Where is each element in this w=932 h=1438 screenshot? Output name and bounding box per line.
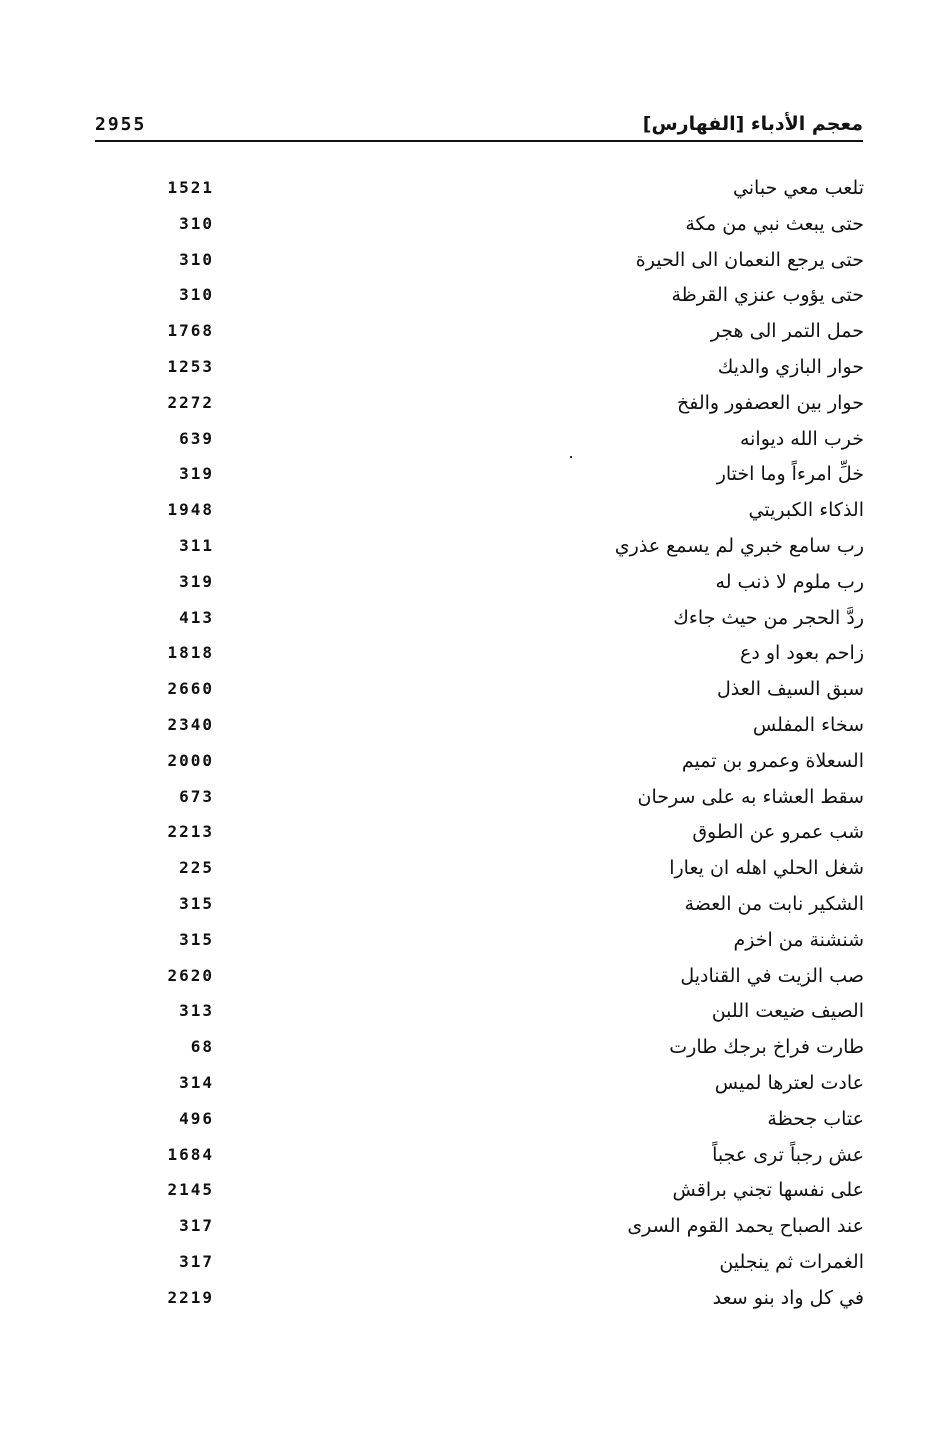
index-entry-text: ردَّ الحجر من حيث جاءك: [673, 606, 864, 629]
index-entry-page: 2213: [167, 822, 214, 842]
index-row: [150, 743, 864, 779]
running-title: معجم الأدباء [الفهارس]: [642, 113, 863, 135]
index-row: [150, 564, 864, 600]
index-row: [150, 1208, 864, 1244]
index-entry-text: في كل واد بنو سعد: [712, 1286, 864, 1309]
index-entry-page: 313: [179, 1001, 214, 1021]
index-entry-text: رب ملوم لا ذنب له: [715, 570, 864, 593]
index-entry-text: الغمرات ثم ينجلين: [719, 1250, 864, 1273]
index-entry-page: 225: [179, 858, 214, 878]
index-entry-page: 68: [190, 1037, 214, 1057]
index-entry-page: 310: [179, 285, 214, 305]
index-entry-page: 2660: [167, 679, 214, 699]
index-row: [150, 277, 864, 313]
index-entry-page: 1768: [167, 321, 214, 341]
index-entry-page: 319: [179, 571, 214, 591]
index-entry-text: زاحم بعود او دع: [740, 642, 864, 665]
index-entry-text: سخاء المفلس: [752, 713, 864, 736]
index-entry-text: الذكاء الكبريتي: [748, 499, 864, 522]
index-row: [150, 1065, 864, 1101]
index-entry-page: 1253: [167, 356, 214, 376]
index-row: [150, 779, 864, 815]
index-entry-text: تلعب معي حباني: [732, 177, 864, 199]
index-row: [150, 886, 864, 922]
index-entry-text: حوار البازي والديك: [717, 355, 864, 378]
index-row: [150, 600, 864, 636]
index-entry-text: شب عمرو عن الطوق: [692, 821, 864, 844]
index-entry-page: 2340: [167, 714, 214, 734]
index-row: [150, 1101, 864, 1137]
index-row: [150, 1280, 864, 1316]
index-row: [150, 1172, 864, 1208]
index-entry-page: 317: [179, 1216, 214, 1236]
index-row: [150, 313, 864, 349]
index-row: [150, 385, 864, 421]
index-entry-page: 1948: [167, 500, 214, 520]
index-row: [150, 421, 864, 457]
index-entry-text: شغل الحلي اهله ان يعارا: [669, 857, 864, 880]
index-entry-text: صب الزيت في القناديل: [680, 964, 864, 987]
index-row: [150, 993, 864, 1029]
index-entry-page: 314: [179, 1072, 214, 1092]
index-entry-text: حوار بين العصفور والفخ: [676, 391, 864, 414]
index-entry-page: 2000: [167, 750, 214, 770]
index-list: [150, 170, 864, 1316]
index-entry-text: عادت لعترها لميس: [714, 1071, 864, 1094]
index-row: [150, 1244, 864, 1280]
index-entry-text: على نفسها تجني براقش: [672, 1179, 864, 1202]
index-entry-text: السعلاة وعمرو بن تميم: [681, 749, 864, 772]
index-row: [150, 349, 864, 385]
index-entry-page: 310: [179, 213, 214, 233]
index-entry-page: 2219: [167, 1287, 214, 1307]
index-row: [150, 528, 864, 564]
index-row: [150, 206, 864, 242]
index-row: [150, 1137, 864, 1173]
index-entry-text: حتى يبعث نبي من مكة: [685, 212, 864, 235]
index-entry-text: الصيف ضيعت اللبن: [711, 1000, 864, 1023]
index-entry-page: 2145: [167, 1180, 214, 1200]
index-entry-text: عتاب جحظة: [767, 1107, 864, 1130]
index-row: [150, 922, 864, 958]
index-entry-text: سقط العشاء به على سرحان: [637, 785, 864, 808]
index-row: [150, 707, 864, 743]
index-entry-page: 496: [179, 1108, 214, 1128]
index-row: [150, 170, 864, 206]
index-entry-page: 639: [179, 428, 214, 448]
index-row: [150, 456, 864, 492]
index-entry-text: طارت فراخ برجك طارت: [669, 1036, 864, 1059]
index-entry-page: 311: [179, 535, 214, 555]
index-entry-text: سبق السيف العذل: [716, 678, 864, 701]
page-header: [95, 108, 863, 144]
index-row: [150, 242, 864, 278]
index-entry-page: 1521: [167, 178, 214, 197]
index-entry-page: 413: [179, 607, 214, 627]
index-entry-text: الشكير نابت من العضة: [684, 892, 864, 915]
index-entry-page: 317: [179, 1251, 214, 1271]
index-entry-text: عند الصباح يحمد القوم السرى: [627, 1215, 864, 1238]
index-entry-page: 2620: [167, 965, 214, 985]
index-entry-text: حتى يؤوب عنزي القرظة: [671, 284, 864, 307]
index-entry-page: 315: [179, 929, 214, 949]
index-row: [150, 1029, 864, 1065]
index-entry-text: رب سامع خبري لم يسمع عذري: [614, 534, 864, 557]
index-row: [150, 850, 864, 886]
index-entry-page: 673: [179, 786, 214, 806]
index-entry-page: 2272: [167, 392, 214, 412]
page-number: 2955: [95, 114, 147, 135]
index-row: [150, 958, 864, 994]
index-entry-page: 319: [179, 464, 214, 484]
index-entry-page: 1684: [167, 1144, 214, 1164]
index-row: [150, 492, 864, 528]
index-entry-text: حمل التمر الى هجر: [710, 320, 864, 343]
index-entry-text: عش رجباً ترى عجباً: [712, 1143, 864, 1166]
index-entry-text: خرب الله ديوانه: [739, 427, 864, 450]
index-entry-text: شنشنة من اخزم: [733, 928, 864, 951]
index-entry-page: 315: [179, 893, 214, 913]
index-entry-page: 1818: [167, 643, 214, 663]
index-row: [150, 671, 864, 707]
header-rule: [95, 140, 863, 142]
index-entry-page: 310: [179, 249, 214, 269]
index-entry-text: حتى يرجع النعمان الى الحيرة: [635, 248, 864, 271]
index-row: [150, 814, 864, 850]
index-row: [150, 635, 864, 671]
index-entry-text: خلِّ امرءاً وما اختار: [716, 463, 864, 486]
